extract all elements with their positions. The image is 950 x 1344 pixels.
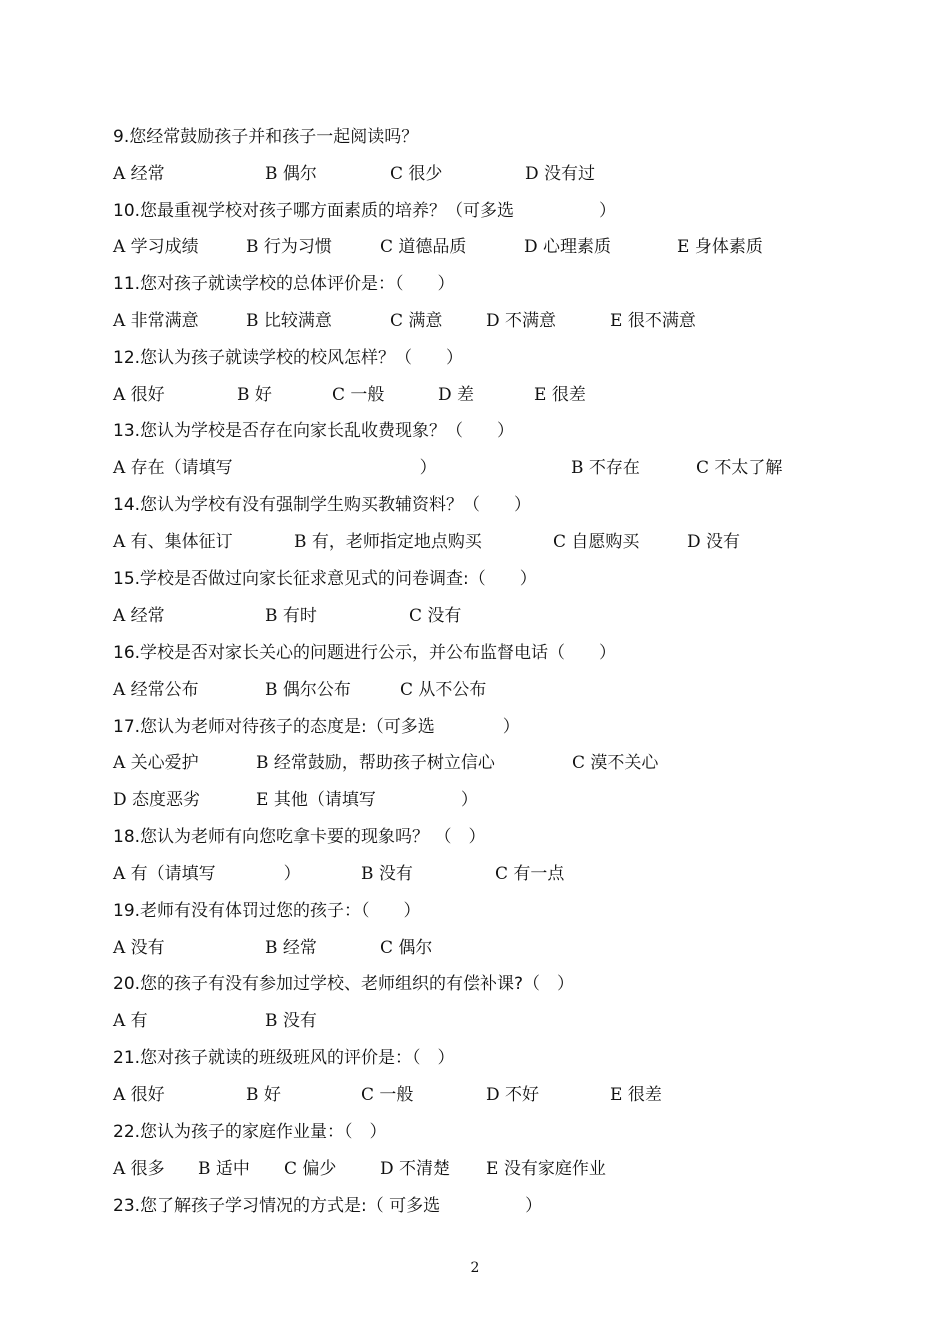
answer-option: E 其他（请填写 ） [256,790,478,810]
answer-option: C 一般 [361,1085,414,1105]
answer-option: E 很差 [534,385,586,405]
answer-option: B 适中 [198,1159,250,1179]
answer-option: C 从不公布 [400,680,487,700]
answer-option: C 满意 [390,311,443,331]
question-text: 14.您认为学校有没有强制学生购买教辅资料？（ ） [113,495,532,515]
question-text: 19.老师有没有体罚过您的孩子：（ ） [113,901,421,921]
answer-option: D 不好 [486,1085,540,1105]
answer-option: D 不满意 [486,311,557,331]
answer-option: B 经常 [265,938,317,958]
question-text: 16.学校是否对家长关心的问题进行公示，并公布监督电话（ ） [113,643,617,663]
question-text: 18.您认为老师有向您吃拿卡要的现象吗？ （ ） [113,827,486,847]
answer-option: A 有、集体征订 [113,532,233,552]
options-row [113,1158,833,1180]
answer-option: D 不清楚 [380,1159,451,1179]
answer-option: E 很不满意 [610,311,696,331]
options-row [113,384,833,406]
options-row [113,531,833,553]
answer-option: A 很多 [113,1159,165,1179]
answer-option: B 偶尔 [265,164,317,184]
answer-option: B 经常鼓励，帮助孩子树立信心 [256,753,495,773]
answer-option: A 关心爱护 [113,753,199,773]
answer-option: A 有 [113,1011,148,1031]
answer-option: A 没有 [113,938,165,958]
options-row [113,605,833,627]
answer-option: A 经常公布 [113,680,199,700]
answer-option: A 存在（请填写 ） [113,458,437,478]
question-text: 22.您认为孩子的家庭作业量：（ ） [113,1122,387,1142]
answer-option: C 漠不关心 [572,753,659,773]
page-number: 2 [470,1260,480,1276]
answer-option: B 不存在 [571,458,640,478]
question-text: 11.您对孩子就读学校的总体评价是：（ ） [113,274,455,294]
options-row [113,457,833,479]
answer-option: C 道德品质 [380,237,467,257]
answer-option: C 自愿购买 [553,532,640,552]
answer-option: C 偏少 [284,1159,337,1179]
options-row [113,789,833,811]
options-row [113,863,833,885]
answer-option: B 有时 [265,606,317,626]
answer-option: D 没有 [687,532,741,552]
answer-option: A 经常 [113,606,165,626]
answer-option: A 有（请填写 ） [113,864,301,884]
answer-option: C 偶尔 [380,938,433,958]
answer-option: A 经常 [113,164,165,184]
answer-option: B 偶尔公布 [265,680,351,700]
options-row [113,1010,833,1032]
answer-option: B 比较满意 [246,311,332,331]
question-text: 15.学校是否做过向家长征求意见式的问卷调查:（ ） [113,569,537,589]
question-text: 10.您最重视学校对孩子哪方面素质的培养？（可多选 ） [113,201,617,221]
options-row [113,1084,833,1106]
answer-option: C 不太了解 [696,458,783,478]
answer-option: B 没有 [361,864,413,884]
question-text: 21.您对孩子就读的班级班风的评价是：（ ） [113,1048,455,1068]
answer-option: C 很少 [390,164,443,184]
answer-option: A 学习成绩 [113,237,199,257]
options-row [113,679,833,701]
options-row [113,236,833,258]
answer-option: C 没有 [409,606,462,626]
options-row [113,752,833,774]
answer-option: D 差 [438,385,475,405]
options-row [113,163,833,185]
answer-option: A 非常满意 [113,311,199,331]
answer-option: B 行为习惯 [246,237,332,257]
answer-option: B 好 [246,1085,281,1105]
question-text: 9.您经常鼓励孩子并和孩子一起阅读吗？ [113,127,419,147]
answer-option: B 好 [237,385,272,405]
question-text: 13.您认为学校是否存在向家长乱收费现象？（ ） [113,421,515,441]
answer-option: C 有一点 [495,864,565,884]
answer-option: D 没有过 [525,164,596,184]
answer-option: E 身体素质 [677,237,763,257]
answer-option: A 很好 [113,1085,165,1105]
answer-option: D 态度恶劣 [113,790,201,810]
question-text: 20.您的孩子有没有参加过学校、老师组织的有偿补课?（ ） [113,974,575,994]
answer-option: E 很差 [610,1085,662,1105]
question-text: 23.您了解孩子学习情况的方式是:（ 可多选 ） [113,1196,543,1216]
answer-option: C 一般 [332,385,385,405]
answer-option: D 心理素质 [524,237,612,257]
question-text: 12.您认为孩子就读学校的校风怎样？（ ） [113,348,464,368]
question-text: 17.您认为老师对待孩子的态度是:（可多选 ） [113,717,520,737]
answer-option: B 有，老师指定地点购买 [294,532,482,552]
answer-option: E 没有家庭作业 [486,1159,606,1179]
answer-option: A 很好 [113,385,165,405]
options-row [113,310,833,332]
answer-option: B 没有 [265,1011,317,1031]
options-row [113,937,833,959]
